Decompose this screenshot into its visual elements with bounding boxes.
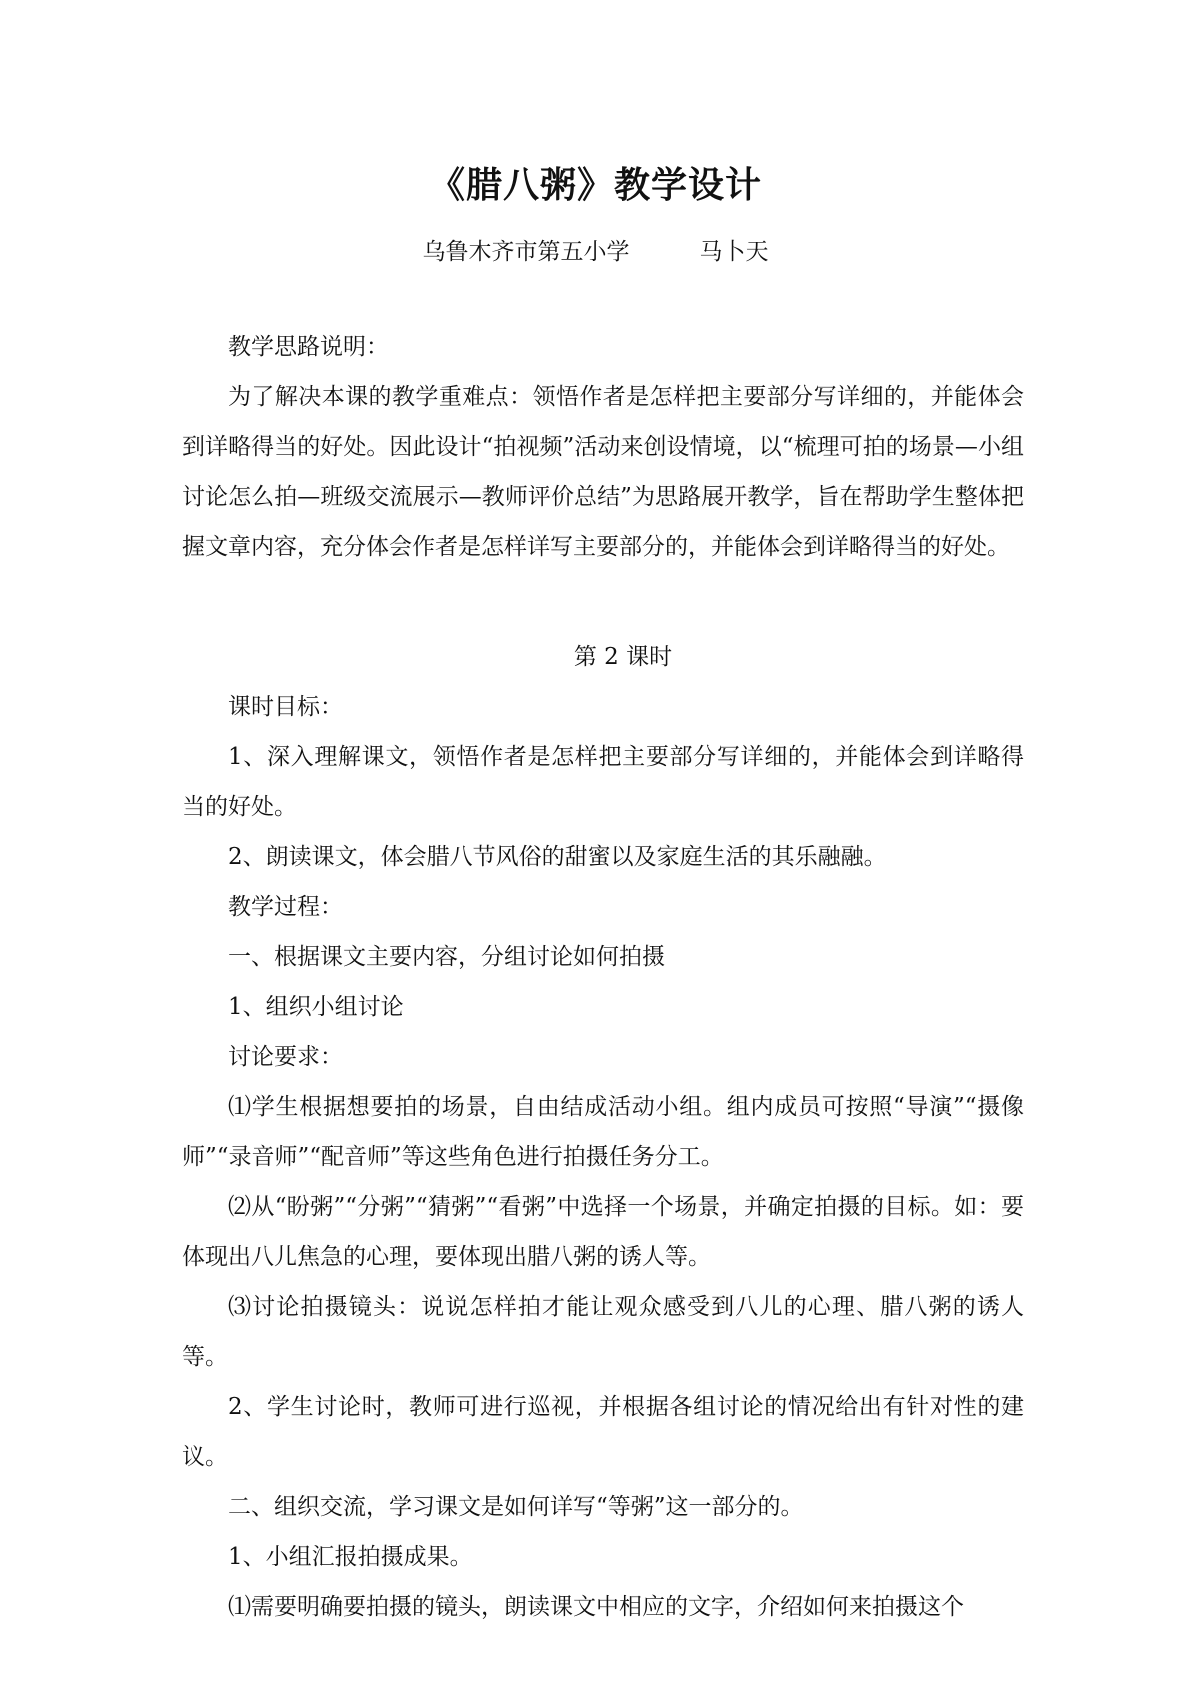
goal-item: 1、深入理解课文，领悟作者是怎样把主要部分写详细的，并能体会到详略得当的好处。 [182,744,1024,820]
document-title: 《腊八粥》教学设计 [428,165,762,206]
thinking-paragraph: 为了解决本课的教学重难点：领悟作者是怎样把主要部分写详细的，并能体会到详略得当的好处。因此设计“拍视频”活动来创设情境，以“梳理可拍的场景—小组讨论怎么拍—班级交流展示—教师评价总结”为思路展开教学，旨在帮助学生整体把握文章内容，充分体会作者是怎样详写主要部分的，并能体会到详略得当的好处。 [182,384,1024,560]
author-school: 乌鲁木齐市第五小学 [422,239,630,265]
goal-item: 2、朗读课文，体会腊八节风俗的甜蜜以及家庭生活的其乐融融。 [228,844,887,870]
section1-step2: 2、学生讨论时，教师可进行巡视，并根据各组讨论的情况给出有针对性的建议。 [182,1394,1024,1470]
requirements-heading: 讨论要求： [228,1044,343,1070]
requirement-item: ⑵从“盼粥”“分粥”“猜粥”“看粥”中选择一个场景，并确定拍摄的目标。如：要体现出八儿焦急的心理，要体现出腊八粥的诱人等。 [182,1194,1024,1270]
section2-step1: 1、小组汇报拍摄成果。 [228,1544,473,1570]
process-heading: 教学过程： [228,894,343,920]
requirement-item: ⑶讨论拍摄镜头：说说怎样拍才能让观众感受到八儿的心理、腊八粥的诱人等。 [182,1294,1024,1370]
author-line [0,236,1191,268]
lesson-label: 第 2 课时 [573,644,673,670]
goals-heading: 课时目标： [228,694,343,720]
section1-step1: 1、组织小组讨论 [228,994,404,1020]
document-body [182,322,1024,1632]
section1-heading: 一、根据课文主要内容，分组讨论如何拍摄 [228,944,665,970]
author-name: 马卜天 [699,239,769,265]
thinking-heading: 教学思路说明： [228,334,389,360]
requirement-item: ⑴学生根据想要拍的场景，自由结成活动小组。组内成员可按照“导演”“摄像师”“录音师”“配音师”等这些角色进行拍摄任务分工。 [182,1094,1024,1170]
section2-heading: 二、组织交流，学习课文是如何详写“等粥”这一部分的。 [228,1494,804,1520]
section2-item: ⑴需要明确要拍摄的镜头，朗读课文中相应的文字，介绍如何来拍摄这个 [228,1594,964,1620]
